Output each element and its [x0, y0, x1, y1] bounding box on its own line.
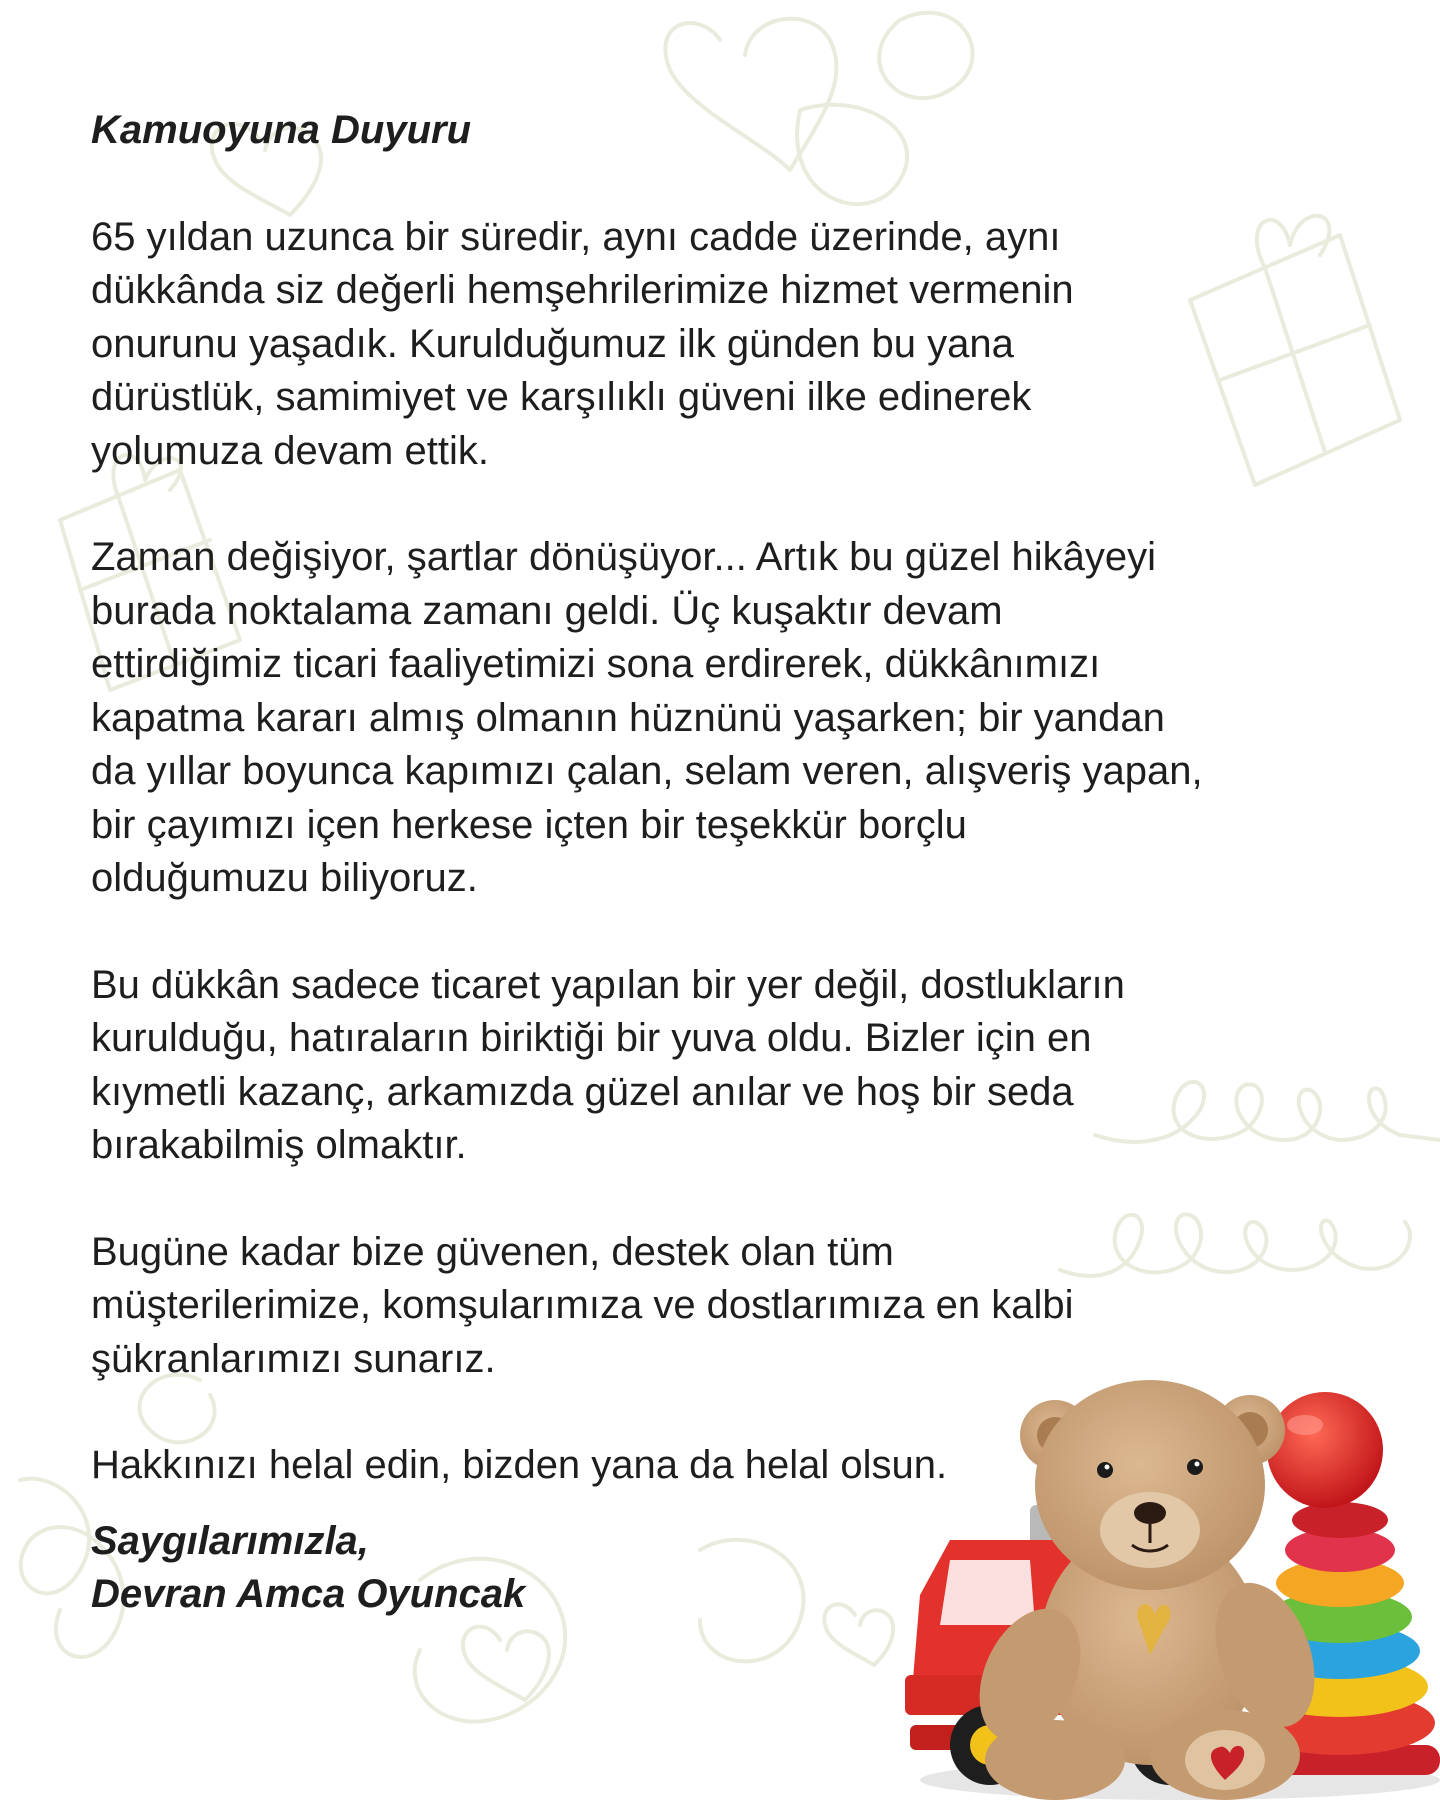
paragraph-history: 65 yıldan uzunca bir süredir, aynı cadde üzerinde, aynı dükkânda siz değerli hemşehrilerimize hizmet vermenin onurunu yaşadık. Kurulduğumuz ilk günden bu yana dürüstlük, samimiyet ve karşılıklı güveni ilke edinerek yolumuza devam ettik.	[91, 214, 1074, 473]
announcement	[91, 104, 1291, 1621]
signature: Devran Amca Oyuncak	[91, 1571, 526, 1616]
closing-text: Saygılarımızla,	[91, 1518, 369, 1563]
signoff	[91, 1515, 1291, 1621]
heart-doodle-icon	[463, 1627, 549, 1700]
paragraph-friendship: Bu dükkân sadece ticaret yapılan bir yer değil, dostlukların kurulduğu, hatıraların biriktiği bir yuva oldu. Bizler için en kıymetli kazanç, arkamızda güzel anılar ve hoş bir seda bırakabilmiş olmaktır.	[91, 962, 1125, 1167]
announcement-title: Kamuoyuna Duyuru	[91, 108, 472, 152]
paragraph-farewell: Hakkınızı helal edin, bizden yana da helal olsun.	[91, 1443, 948, 1487]
paragraph-thanks: Bugüne kadar bize güvenen, destek olan tüm müşterilerimize, komşularımıza ve dostlarımıza en kalbi şükranlarımızı sunarız.	[91, 1229, 1074, 1381]
paragraph-closing-decision: Zaman değişiyor, şartlar dönüşüyor... Artık bu güzel hikâyeyi burada noktalama zamanı geldi. Üç kuşaktır devam ettirdiğimiz ticari faaliyetimizi sona erdirerek, dükkânımızı kapatma kararı almış olmanın hüznünü yaşarken; bir yandan da yıllar boyunca kapımızı çalan, selam veren, alışveriş yapan, bir çayımızı içen herkese içten bir teşekkür borçlu olduğumuzu biliyoruz.	[91, 535, 1203, 900]
